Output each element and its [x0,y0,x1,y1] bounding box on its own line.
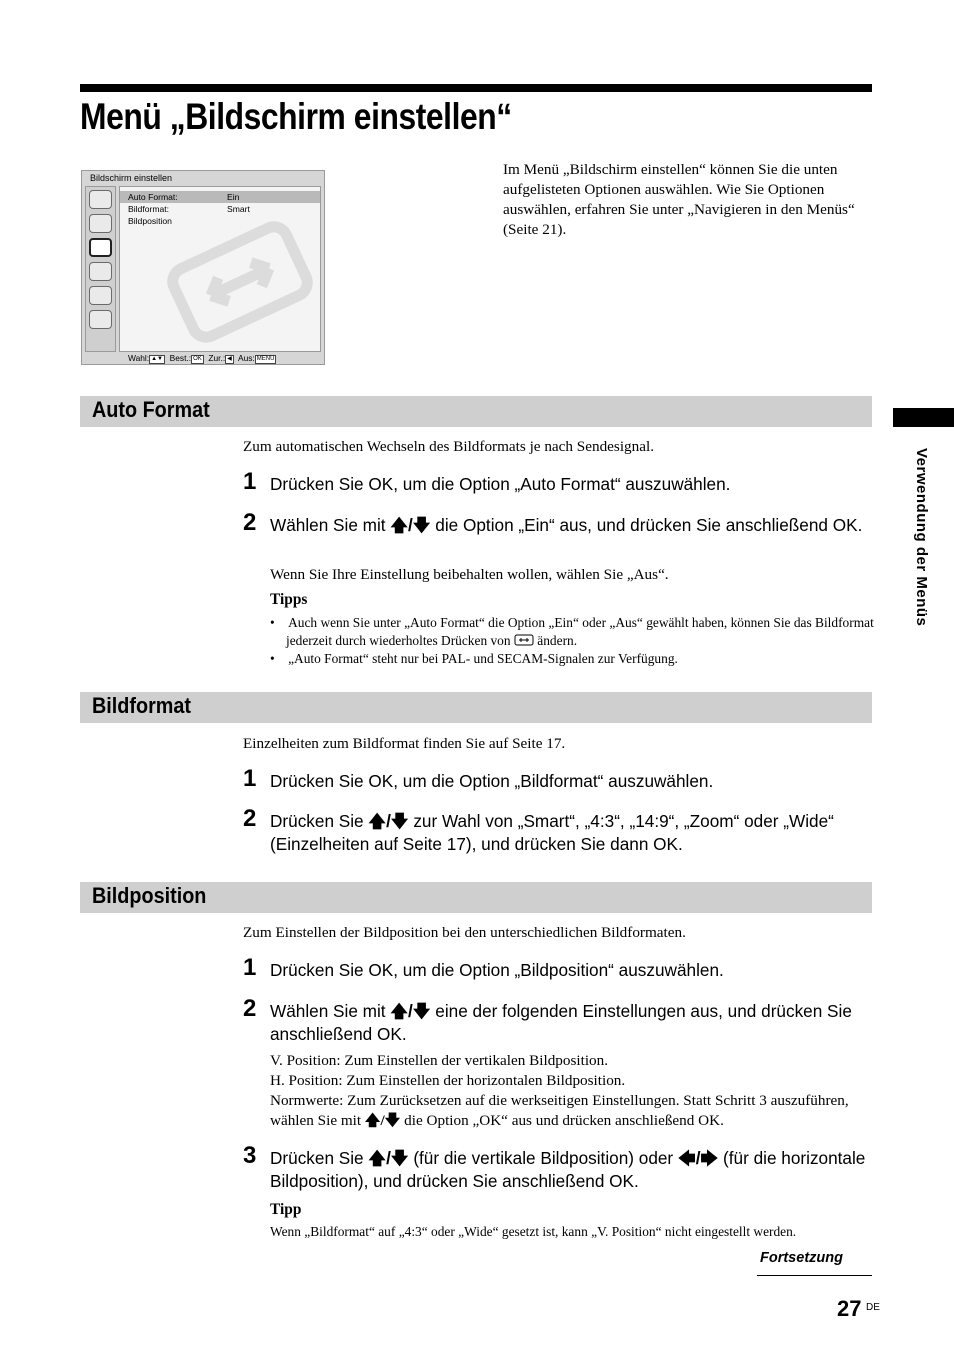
left-right-arrow-icon: 🡄/🡆 [677,1148,719,1168]
tip-item: • Auch wenn Sie unter „Auto Format“ die Option „Ein“ oder „Aus“ gewählt haben, können Sie das Bildformat jederzeit durch wiederholtes Drücken von ändern. [270,615,874,648]
step-number: 2 [243,509,257,536]
screen-menu-icon [89,238,112,257]
up-down-arrow-icon: 🡅/🡇 [368,1148,409,1168]
section-heading-bildformat: Bildformat [80,692,872,723]
bildposition-step1: Drücken Sie OK, um die Option „Bildposition“ auszuwählen. [270,960,724,980]
osd-row-bildposition: Bildposition [128,216,172,226]
features-menu-icon [89,262,112,281]
step-number: 2 [243,805,257,832]
auto-format-step1: Drücken Sie OK, um die Option „Auto Format“ auszuwählen. [270,474,731,494]
tip-text: Wenn „Bildformat“ auf „4:3“ oder „Wide“ gesetzt ist, kann „V. Position“ nicht eingestellt werden. [270,1224,797,1239]
step-number: 2 [243,995,257,1022]
bildposition-step3: Drücken Sie 🡅/🡇 (für die vertikale Bildposition) oder 🡄/🡆 (für die horizontale Bildposition), und drücken Sie anschließend OK. [270,1148,866,1191]
up-down-key-icon: ▲▼ [151,356,163,362]
bildposition-step2: Wählen Sie mit 🡅/🡇 eine der folgenden Einstellungen aus, und drücken Sie anschließend OK. [270,1001,852,1044]
option-h-position: H. Position: Zum Einstellen der horizontalen Bildposition. [270,1072,626,1089]
ok-key: OK [193,356,202,362]
continued-rule [757,1275,872,1276]
side-tab-label: Verwendung der Menüs [913,448,930,627]
section-heading-auto-format: Auto Format [80,396,872,427]
tips-heading: Tipps [270,591,308,608]
tip-item: • „Auto Format“ steht nur bei PAL- und SECAM-Signalen zur Verfügung. [270,651,678,666]
setup-menu-icon [89,310,112,329]
osd-title: Bildschirm einstellen [90,173,173,183]
osd-content [119,186,321,352]
screen-watermark-icon [160,217,320,347]
osd-screenshot [81,170,325,365]
option-v-position: V. Position: Zum Einstellen der vertikalen Bildposition. [270,1052,609,1069]
tip-heading: Tipp [270,1201,302,1218]
osd-footer: Wahl: ▲▼ Best.: OK Zur.: ◀ Aus: MENU [128,353,275,363]
continued-label: Fortsetzung [760,1250,843,1266]
bildformat-step2: Drücken Sie 🡅/🡇 zur Wahl von „Smart“, „4:3“, „14:9“, „Zoom“ oder „Wide“ (Einzelheiten auf Seite 17), und drücken Sie dann OK. [270,811,834,854]
left-key-icon: ◀ [227,356,232,362]
picture-menu-icon [89,190,112,209]
page-number: 27 [837,1296,862,1321]
osd-row-bildformat: Bildformat: Smart [128,204,250,214]
up-down-arrow-icon: 🡅/🡇 [368,811,409,831]
up-down-arrow-icon: 🡅/🡇 [390,1001,431,1021]
bildformat-desc: Einzelheiten zum Bildformat finden Sie auf Seite 17. [243,735,566,752]
timer-menu-icon [89,286,112,305]
auto-format-desc: Zum automatischen Wechseln des Bildformats je nach Sendesignal. [243,438,654,455]
title-rule [80,84,872,92]
up-down-arrow-icon: 🡅/🡇 [390,515,431,535]
intro-text: Im Menü „Bildschirm einstellen“ können Sie die unten aufgelisteten Optionen auswählen. Wie Sie Optionen auswählen, erfahren Sie unter „Navigieren in den Menüs“ (Seite 21). [503,161,855,238]
section-heading-bildposition: Bildposition [80,882,872,913]
step-number: 3 [243,1142,257,1169]
bildposition-desc: Zum Einstellen der Bildposition bei den unterschiedlichen Bildformaten. [243,924,686,941]
osd-row-auto-format: Auto Format: Ein [120,191,320,203]
menu-key: MENU [256,356,275,362]
up-down-arrow-icon: 🡅/🡇 [364,1112,401,1129]
page-language: DE [866,1302,880,1313]
option-normwerte: Normwerte: Zum Zurücksetzen auf die werkseitigen Einstellungen. Statt Schritt 3 auszuführen, wählen Sie mit 🡅/🡇 die Option „OK“ aus und drücken anschließend OK. [270,1092,849,1129]
side-tab-marker [893,408,954,427]
step-number: 1 [243,954,257,981]
sound-menu-icon [89,214,112,233]
bildformat-step1: Drücken Sie OK, um die Option „Bildformat“ auszuwählen. [270,771,714,791]
osd-sidebar [85,186,116,352]
auto-format-note: Wenn Sie Ihre Einstellung beibehalten wollen, wählen Sie „Aus“. [270,566,669,583]
step-number: 1 [243,468,257,495]
auto-format-step2: Wählen Sie mit 🡅/🡇 die Option „Ein“ aus, und drücken Sie anschließend OK. [270,515,863,535]
page-title: Menü „Bildschirm einstellen“ [80,96,512,137]
wide-mode-button-icon [514,634,534,646]
step-number: 1 [243,765,257,792]
